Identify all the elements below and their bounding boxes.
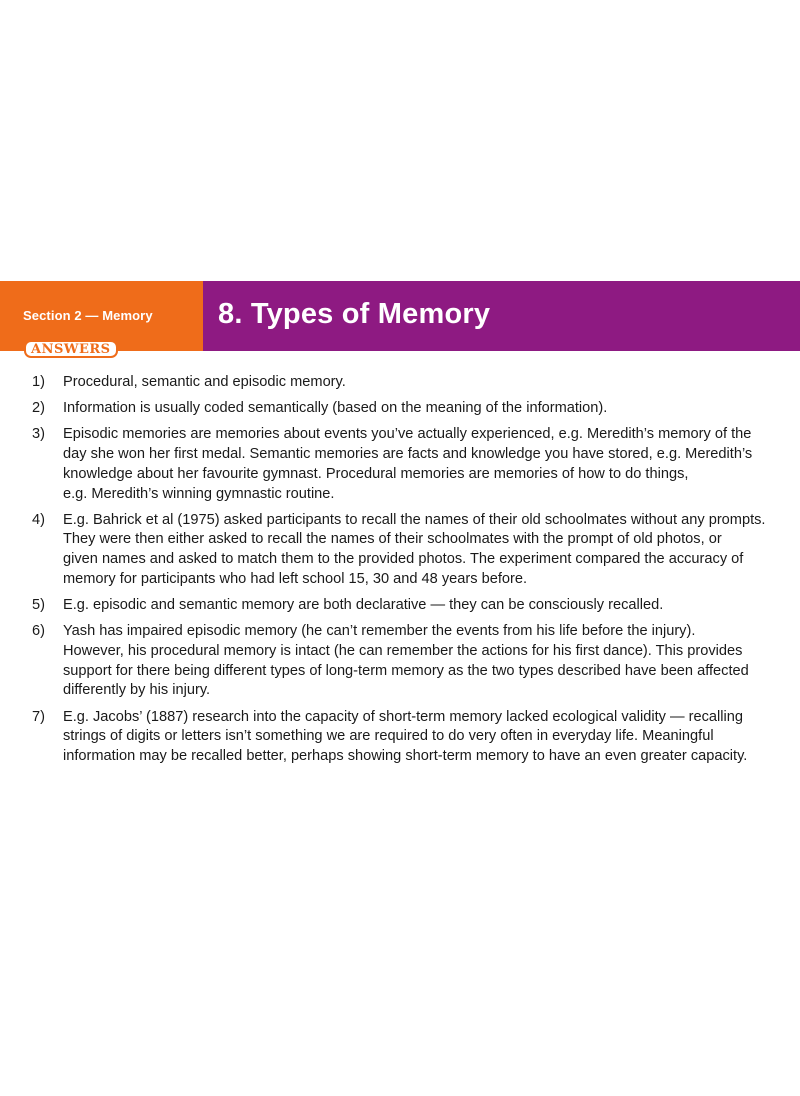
answer-text — [63, 596, 777, 616]
answer-line: Procedural, semantic and episodic memory. — [63, 374, 346, 390]
answer-number: 3) — [32, 426, 45, 443]
answer-line: e.g. Meredith’s winning gymnastic routine. — [63, 485, 335, 502]
answer-line: E.g. episodic and semantic memory are both declarative — they can be consciously recalled. — [63, 597, 664, 614]
section-label: Section 2 — Memory — [23, 308, 153, 323]
answers-tag: ANSWERS — [24, 340, 118, 358]
answer-line: support for there being different types of long-term memory as the two types described have been affected — [63, 662, 749, 679]
answer-line: given names and asked to match them to the provided photos. The experiment compared the accuracy of — [63, 551, 744, 568]
answer-number: 5) — [32, 597, 45, 614]
answer-item-6 — [32, 622, 777, 701]
answer-number: 4) — [32, 511, 45, 528]
title-box — [203, 281, 800, 351]
answer-text — [63, 399, 777, 419]
answer-line: E.g. Bahrick et al (1975) asked participants to recall the names of their old schoolmates without any prompts. — [63, 511, 766, 528]
page-title: 8. Types of Memory — [218, 298, 491, 330]
answer-item-7 — [32, 708, 777, 767]
answer-number: 6) — [32, 623, 45, 640]
answer-line: They were then either asked to recall the names of their schoolmates with the prompt of old photos, or — [63, 531, 722, 548]
answer-item-5 — [32, 596, 777, 616]
answer-text — [63, 373, 777, 393]
answer-line: However, his procedural memory is intact (he can remember the actions for his first dance). This provides — [63, 642, 743, 659]
answer-line: E.g. Jacobs’ (1887) research into the capacity of short-term memory lacked ecological validity — recalling — [63, 708, 743, 725]
answer-item-1 — [32, 373, 777, 393]
section-box — [0, 281, 203, 357]
answer-number: 7) — [32, 708, 45, 725]
answer-line: knowledge about her favourite gymnast. Procedural memories are memories of how to do things, — [63, 465, 689, 482]
answer-line: Yash has impaired episodic memory (he can’t remember the events from his life before the injury). — [63, 623, 696, 640]
answer-text — [63, 425, 777, 504]
answer-line: memory for participants who had left school 15, 30 and 48 years before. — [63, 570, 528, 587]
answer-item-3 — [32, 425, 777, 504]
answer-number: 2) — [32, 400, 45, 417]
answer-item-2 — [32, 399, 777, 419]
answer-text — [63, 708, 777, 767]
answer-line: information may be recalled better, perhaps showing short-term memory to have an even greater capacity. — [63, 747, 748, 764]
answers-list — [32, 373, 777, 773]
answer-line: Episodic memories are memories about events you’ve actually experienced, e.g. Meredith’s memory of the — [63, 426, 752, 443]
page-header — [0, 281, 800, 357]
answer-item-4 — [32, 511, 777, 590]
answer-number: 1) — [32, 374, 45, 390]
answer-line: Information is usually coded semantically (based on the meaning of the information). — [63, 400, 608, 417]
answer-line: strings of digits or letters isn’t something we are required to do very often in everyday life. Meaningful — [63, 728, 714, 745]
answer-text — [63, 622, 777, 701]
answer-text — [63, 511, 777, 590]
answer-line: day she won her first medal. Semantic memories are facts and knowledge you have stored, e.g. Meredith’s — [63, 446, 753, 463]
answer-line: differently by his injury. — [63, 682, 211, 699]
